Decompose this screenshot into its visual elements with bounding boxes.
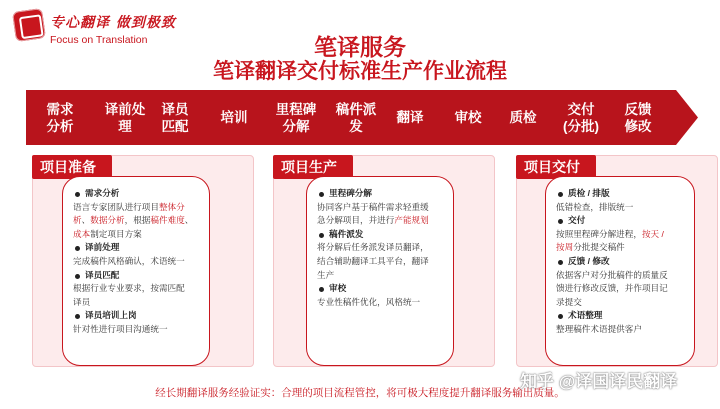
text-segment: 将分解后任务派发译员翻译， [317,242,429,253]
text-segment: 成本 [73,228,91,239]
text-segment: 、 [184,215,194,226]
item-text-line [317,269,443,283]
item-text-line [556,323,684,337]
text-segment: ，根据 [124,215,151,226]
item-heading: 反馈 / 修改 [556,255,684,269]
process-step-4: 培训 [220,110,248,125]
text-segment: 语言专家团队进行项目 [73,201,159,212]
item-heading: 质检 / 排版 [556,187,684,201]
page-title: 笔译服务 [314,34,406,60]
item-heading: 译前处理 [73,241,199,255]
text-segment: 生产 [317,269,335,280]
item-text-line [317,214,443,228]
process-step-7: 翻译 [396,110,424,125]
text-segment: 译员 [73,296,91,307]
text-segment: 专业性稿件优化，风格统一 [317,296,421,307]
text-segment: 依据客户对分批稿件的质量反 [556,269,668,280]
text-segment: 按照里程碑分解进程， [556,228,642,239]
logo-slogan: 专心翻译 做到极致 [50,15,176,31]
process-step-2: 译前处 理 [104,101,146,134]
item-text-line [73,228,199,242]
process-step-6: 稿件派 发 [335,101,377,134]
card-content [62,176,210,366]
card-title: 项目生产 [273,155,353,179]
item-text-line [556,282,684,296]
text-segment: 数据分析 [90,215,125,226]
item-text-line [556,296,684,310]
card-title: 项目准备 [32,155,112,179]
text-segment: 完成稿件风格确认，术语统一 [73,255,185,266]
text-segment: 、 [81,215,91,226]
card-content [545,176,695,366]
item-heading: 里程碑分解 [317,187,443,201]
page-subtitle: 笔译翻译交付标准生产作业流程 [213,60,507,83]
process-band [26,90,698,145]
item-text-line [317,255,443,269]
item-text-line [73,296,199,310]
process-step-11: 反馈 修改 [624,101,652,134]
text-segment: 结合辅助翻译工具平台，翻译 [317,255,429,266]
item-text-line [317,201,443,215]
item-text-line [317,241,443,255]
card-content [306,176,454,366]
text-segment: 析 [73,215,82,226]
process-step-1: 需求 分析 [46,101,74,134]
item-text-line [556,228,684,242]
text-segment: 制定项目方案 [90,228,142,239]
item-text-line [73,282,199,296]
process-step-5: 里程碑 分解 [275,101,317,134]
process-step-8: 审校 [454,110,482,125]
text-segment: 录提交 [556,296,582,307]
text-segment: 整体分 [158,201,185,212]
item-text-line [73,255,199,269]
process-step-9: 质检 [509,110,537,125]
footer-note: 经长期翻译服务经验证实：合理的项目流程管控，将可极大程度提升翻译服务输出质量。 [155,387,565,399]
item-heading: 审校 [317,282,443,296]
item-text-line [317,296,443,310]
item-text-line [556,201,684,215]
item-text-line [73,201,199,215]
text-segment: 急分解项目，并进行 [317,215,395,226]
text-segment: 低错检查，排版统一 [556,201,634,212]
item-heading: 稿件派发 [317,228,443,242]
item-heading: 交付 [556,214,684,228]
text-segment: 稿件难度 [150,215,185,226]
item-heading: 译员培训上岗 [73,309,199,323]
text-segment: 馈进行修改反馈，并作项目记 [556,283,668,294]
text-segment: 按周 [556,242,574,253]
text-segment: 针对性进行项目沟通统一 [73,323,168,334]
text-segment: 协同客户基于稿件需求轻重缓 [317,201,429,212]
item-text-line [556,241,684,255]
process-step-10: 交付 (分批) [563,101,599,134]
logo-tagline: Focus on Translation [50,34,148,46]
text-segment: 整理稿件术语提供客户 [556,323,642,334]
text-segment: 产能规划 [394,215,429,226]
text-segment: 根据行业专业要求，按需匹配 [73,283,185,294]
watermark: 知乎 @译国译民翻译 [520,372,678,391]
text-segment: 分批提交稿件 [573,242,625,253]
item-text-line [73,214,199,228]
item-text-line [73,323,199,337]
card-title: 项目交付 [516,155,596,179]
process-step-3: 译员 匹配 [161,101,189,134]
item-heading: 术语整理 [556,309,684,323]
item-text-line [556,269,684,283]
item-heading: 译员匹配 [73,269,199,283]
text-segment: 按天 / [641,228,664,239]
item-heading: 需求分析 [73,187,199,201]
